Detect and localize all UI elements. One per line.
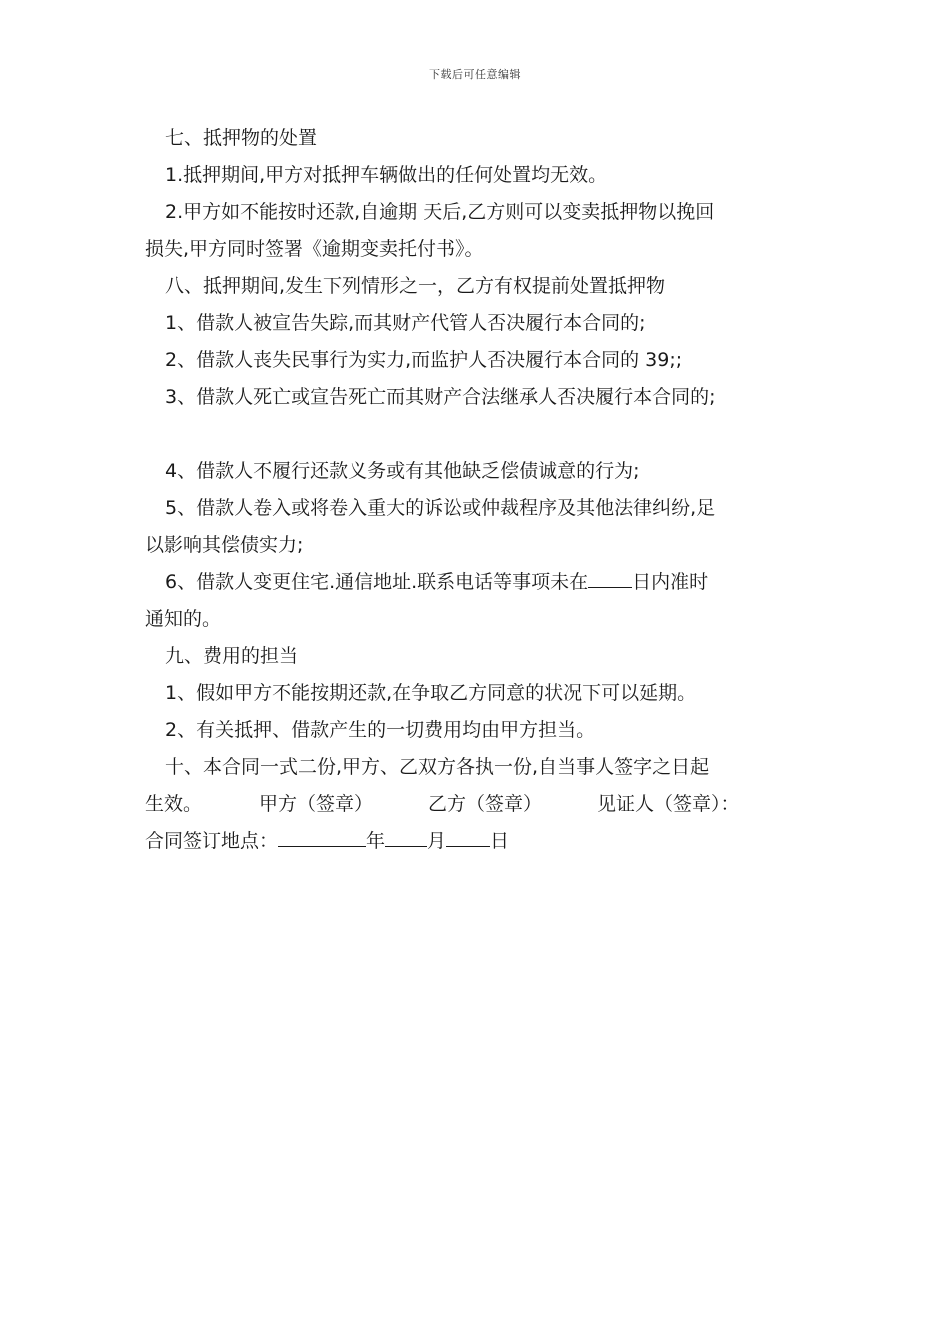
clause-7-1: 1.抵押期间,甲方对抵押车辆做出的任何处置均无效。 <box>165 164 608 186</box>
place-blank <box>278 827 366 847</box>
header-note: 下载后可任意编辑 <box>429 68 521 81</box>
days-blank <box>588 568 632 588</box>
month-label: 月 <box>427 830 447 852</box>
signing-place-row <box>145 823 813 860</box>
effective-text: 生效。 <box>145 793 203 815</box>
contract-body <box>145 120 813 860</box>
party-a-signature: 甲方（签章） <box>259 793 374 815</box>
clause-8-5-line1: 5、借款人卷入或将卷入重大的诉讼或仲裁程序及其他法律纠纷,足 <box>165 497 716 519</box>
year-label: 年 <box>366 830 386 852</box>
party-b-signature: 乙方（签章） <box>428 793 543 815</box>
clause-9-1: 1、假如甲方不能按期还款,在争取乙方同意的状况下可以延期。 <box>165 682 697 704</box>
signature-row <box>145 786 813 823</box>
day-blank <box>446 827 490 847</box>
clause-7-2-line1: 2.甲方如不能按时还款,自逾期 天后,乙方则可以变卖抵押物以挽回 <box>165 201 715 223</box>
clause-8-4: 4、借款人不履行还款义务或有其他缺乏偿债诚意的行为; <box>165 460 640 482</box>
clause-8-5-line2: 以影响其偿债实力; <box>145 534 304 556</box>
clause-8-2: 2、借款人丧失民事行为实力,而监护人否决履行本合同的 39;; <box>165 349 683 371</box>
clause-8-6-text-end: 日内准时 <box>632 571 709 593</box>
clause-8-6-line1 <box>145 564 813 601</box>
section-9-heading: 九、费用的担当 <box>165 645 299 667</box>
clause-9-2: 2、有关抵押、借款产生的一切费用均由甲方担当。 <box>165 719 596 741</box>
section-7-heading: 七、抵押物的处置 <box>165 127 318 149</box>
clause-8-1: 1、借款人被宣告失踪,而其财产代管人否决履行本合同的; <box>165 312 646 334</box>
clause-8-6-line2: 通知的。 <box>145 608 222 630</box>
witness-signature: 见证人（签章）： <box>597 793 740 815</box>
paragraph-gap <box>145 416 813 453</box>
clause-8-3: 3、借款人死亡或宣告死亡而其财产合法继承人否决履行本合同的; <box>165 386 716 408</box>
clause-7-2-line2: 损失,甲方同时签署《逾期变卖托付书》。 <box>145 238 484 260</box>
clause-8-6-text: 6、借款人变更住宅.通信地址.联系电话等事项未在 <box>165 571 589 593</box>
section-8-heading: 八、抵押期间,发生下列情形之一，乙方有权提前处置抵押物 <box>165 275 666 297</box>
section-10-line1: 十、本合同一式二份,甲方、乙双方各执一份,自当事人签字之日起 <box>165 756 710 778</box>
day-label: 日 <box>490 830 510 852</box>
signing-place-label: 合同签订地点： <box>145 830 279 852</box>
month-blank <box>385 827 427 847</box>
